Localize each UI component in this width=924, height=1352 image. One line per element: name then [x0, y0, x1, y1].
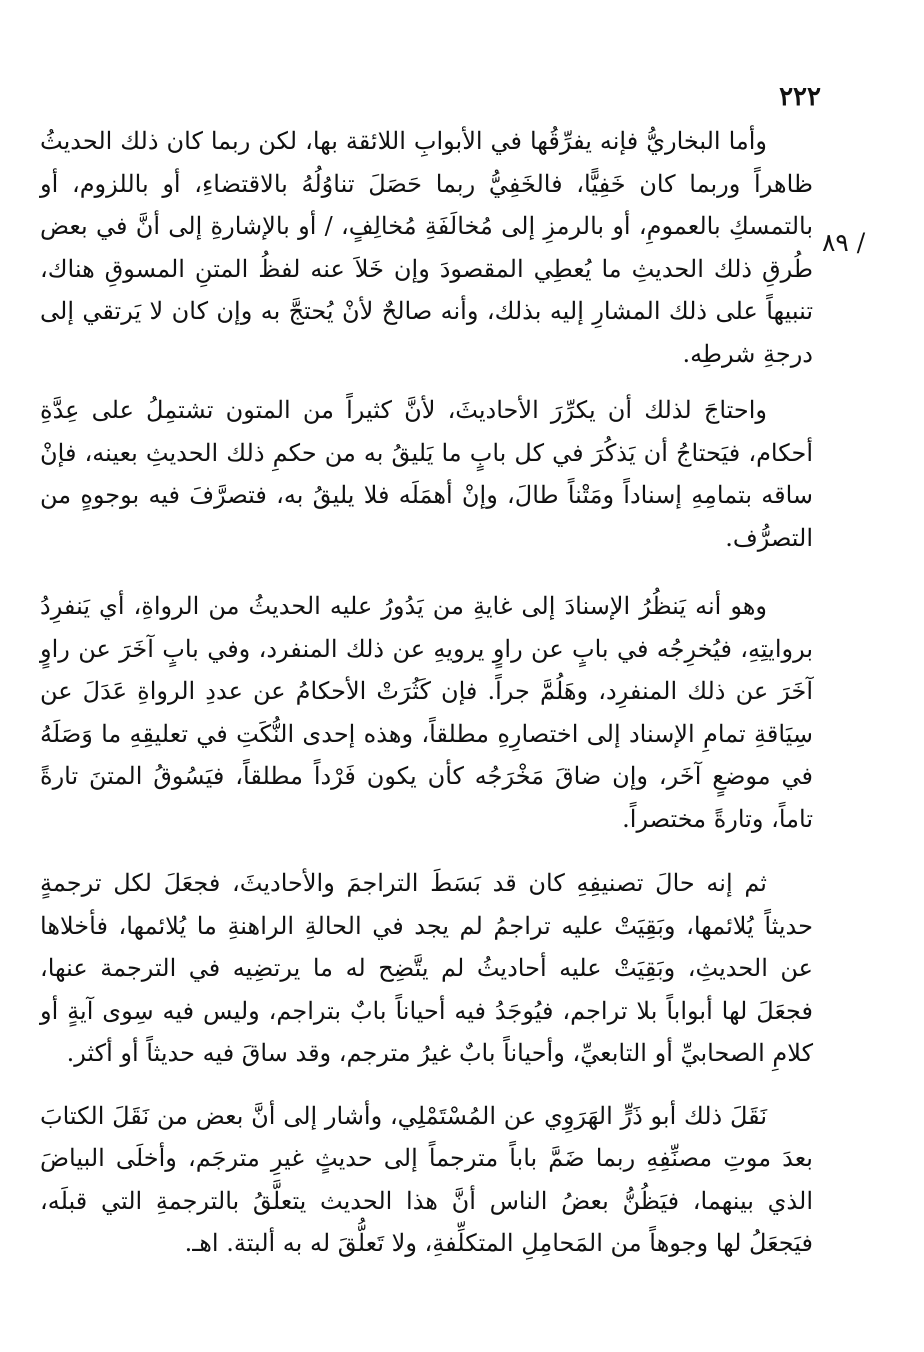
paragraph: وهو أنه يَنظُرُ الإسنادَ إلى غايةِ من يَدُورُ عليه الحديثُ من الرواةِ، أي يَنفرِدُ بروايتِهِ، فيُخرِجُه في بابٍ عن راوٍ يرويهِ عن ذلك المنفرد، وفي بابٍ آخَرَ عن راوٍ آخَرَ عن ذلك المنفرِد، وهَلُمَّ جراً. فإن كَثُرَتْ الأحكامُ عن عددِ الرواةِ عَدَلَ عن سِيَاقةِ تمامِ الإسناد إلى اختصارِهِ مطلقاً، وهذه إحدى النُّكَتِ في تعليقِهِ ما وَصَلَهُ في موضعٍ آخَر، وإن ضاقَ مَخْرَجُه كأن يكون فَرْداً مطلقاً، فيَسُوقُ المتنَ تارةً تاماً، وتارةً مختصراً.: [40, 592, 813, 833]
paragraph: واحتاجَ لذلك أن يكرِّرَ الأحاديثَ، لأنَّ كثيراً من المتون تشتمِلُ على عِدَّةِ أحكام، فيَحتاجُ أن يَذكُرَ في كل بابٍ ما يَليقُ به من حكمِ ذلك الحديثِ بعينه، فإنْ ساقه بتمامِهِ إسناداً ومَتْناً طالَ، وإنْ أهمَلَه فلا يليقُ به، فتصرَّفَ فيه بوجوهٍ من التصرُّف.: [40, 396, 813, 552]
paragraph: وأما البخاريُّ فإنه يفرِّقُها في الأبوابِ اللائقة بها، لكن ربما كان ذلك الحديثُ ظاهراً وربما كان خَفِيًّا، فالخَفِيُّ ربما حَصَلَ تناوُلُهُ بالاقتضاءِ، أو باللزوم، أو بالتمسكِ بالعمومِ، أو بالرمزِ إلى مُخالَفَةِ مُخالِفٍ، / أو بالإشارةِ إلى أنَّ في بعض طُرقِ ذلك الحديثِ ما يُعطِي المقصودَ وإن خَلاَ عنه لفظُ المتنِ المسوقِ هناك، تنبيهاً على ذلك المشارِ إليه بذلك، وأنه صالحٌ لأنْ يُحتجَّ به وإن كان لا يَرتقي إلى درجةِ شرطِه.: [40, 127, 813, 368]
main-text: [40, 120, 813, 1265]
paragraph: ثم إنه حالَ تصنيفِهِ كان قد بَسَطَ التراجمَ والأحاديثَ، فجعَلَ لكل ترجمةٍ حديثاً يُلائمها، وبَقِيَتْ عليه تراجمُ لم يجد في الحالةِ الراهنةِ ما يُلائمها، فأخلاها عن الحديثِ، وبَقِيَتْ عليه أحاديثُ لم يتَّضِح له ما يرتضِيه في الترجمة عنها، فجعَلَ لها أبواباً بلا تراجم، فيُوجَدُ فيه أحياناً بابٌ بتراجم، وليس فيه سِوى آيةٍ أو كلامِ الصحابيِّ أو التابعيِّ، وأحياناً بابٌ غيرُ مترجم، وقد ساقَ فيه حديثاً أو أكثر.: [40, 869, 813, 1067]
margin-folio-note: / ٨٩: [822, 228, 866, 257]
paragraph: نَقَلَ ذلك أبو ذَرٍّ الهَرَوِي عن المُسْتَمْلِي، وأشار إلى أنَّ بعض من نَقَلَ الكتابَ بعدَ موتِ مصنِّفِهِ ربما ضَمَّ باباً مترجماً إلى حديثٍ غيرِ مترجَم، وأخلَى البياضَ الذي بينهما، فيَظُنُّ بعضُ الناس أنَّ هذا الحديث يتعلَّقُ بالترجمةِ التي قبلَه، فيَجعَلُ لها وجوهاً من المَحامِلِ المتكلِّفةِ، ولا تَعلُّقَ له به ألبتة. اهـ.: [40, 1101, 813, 1257]
page-number: ٢٢٢: [779, 82, 821, 112]
